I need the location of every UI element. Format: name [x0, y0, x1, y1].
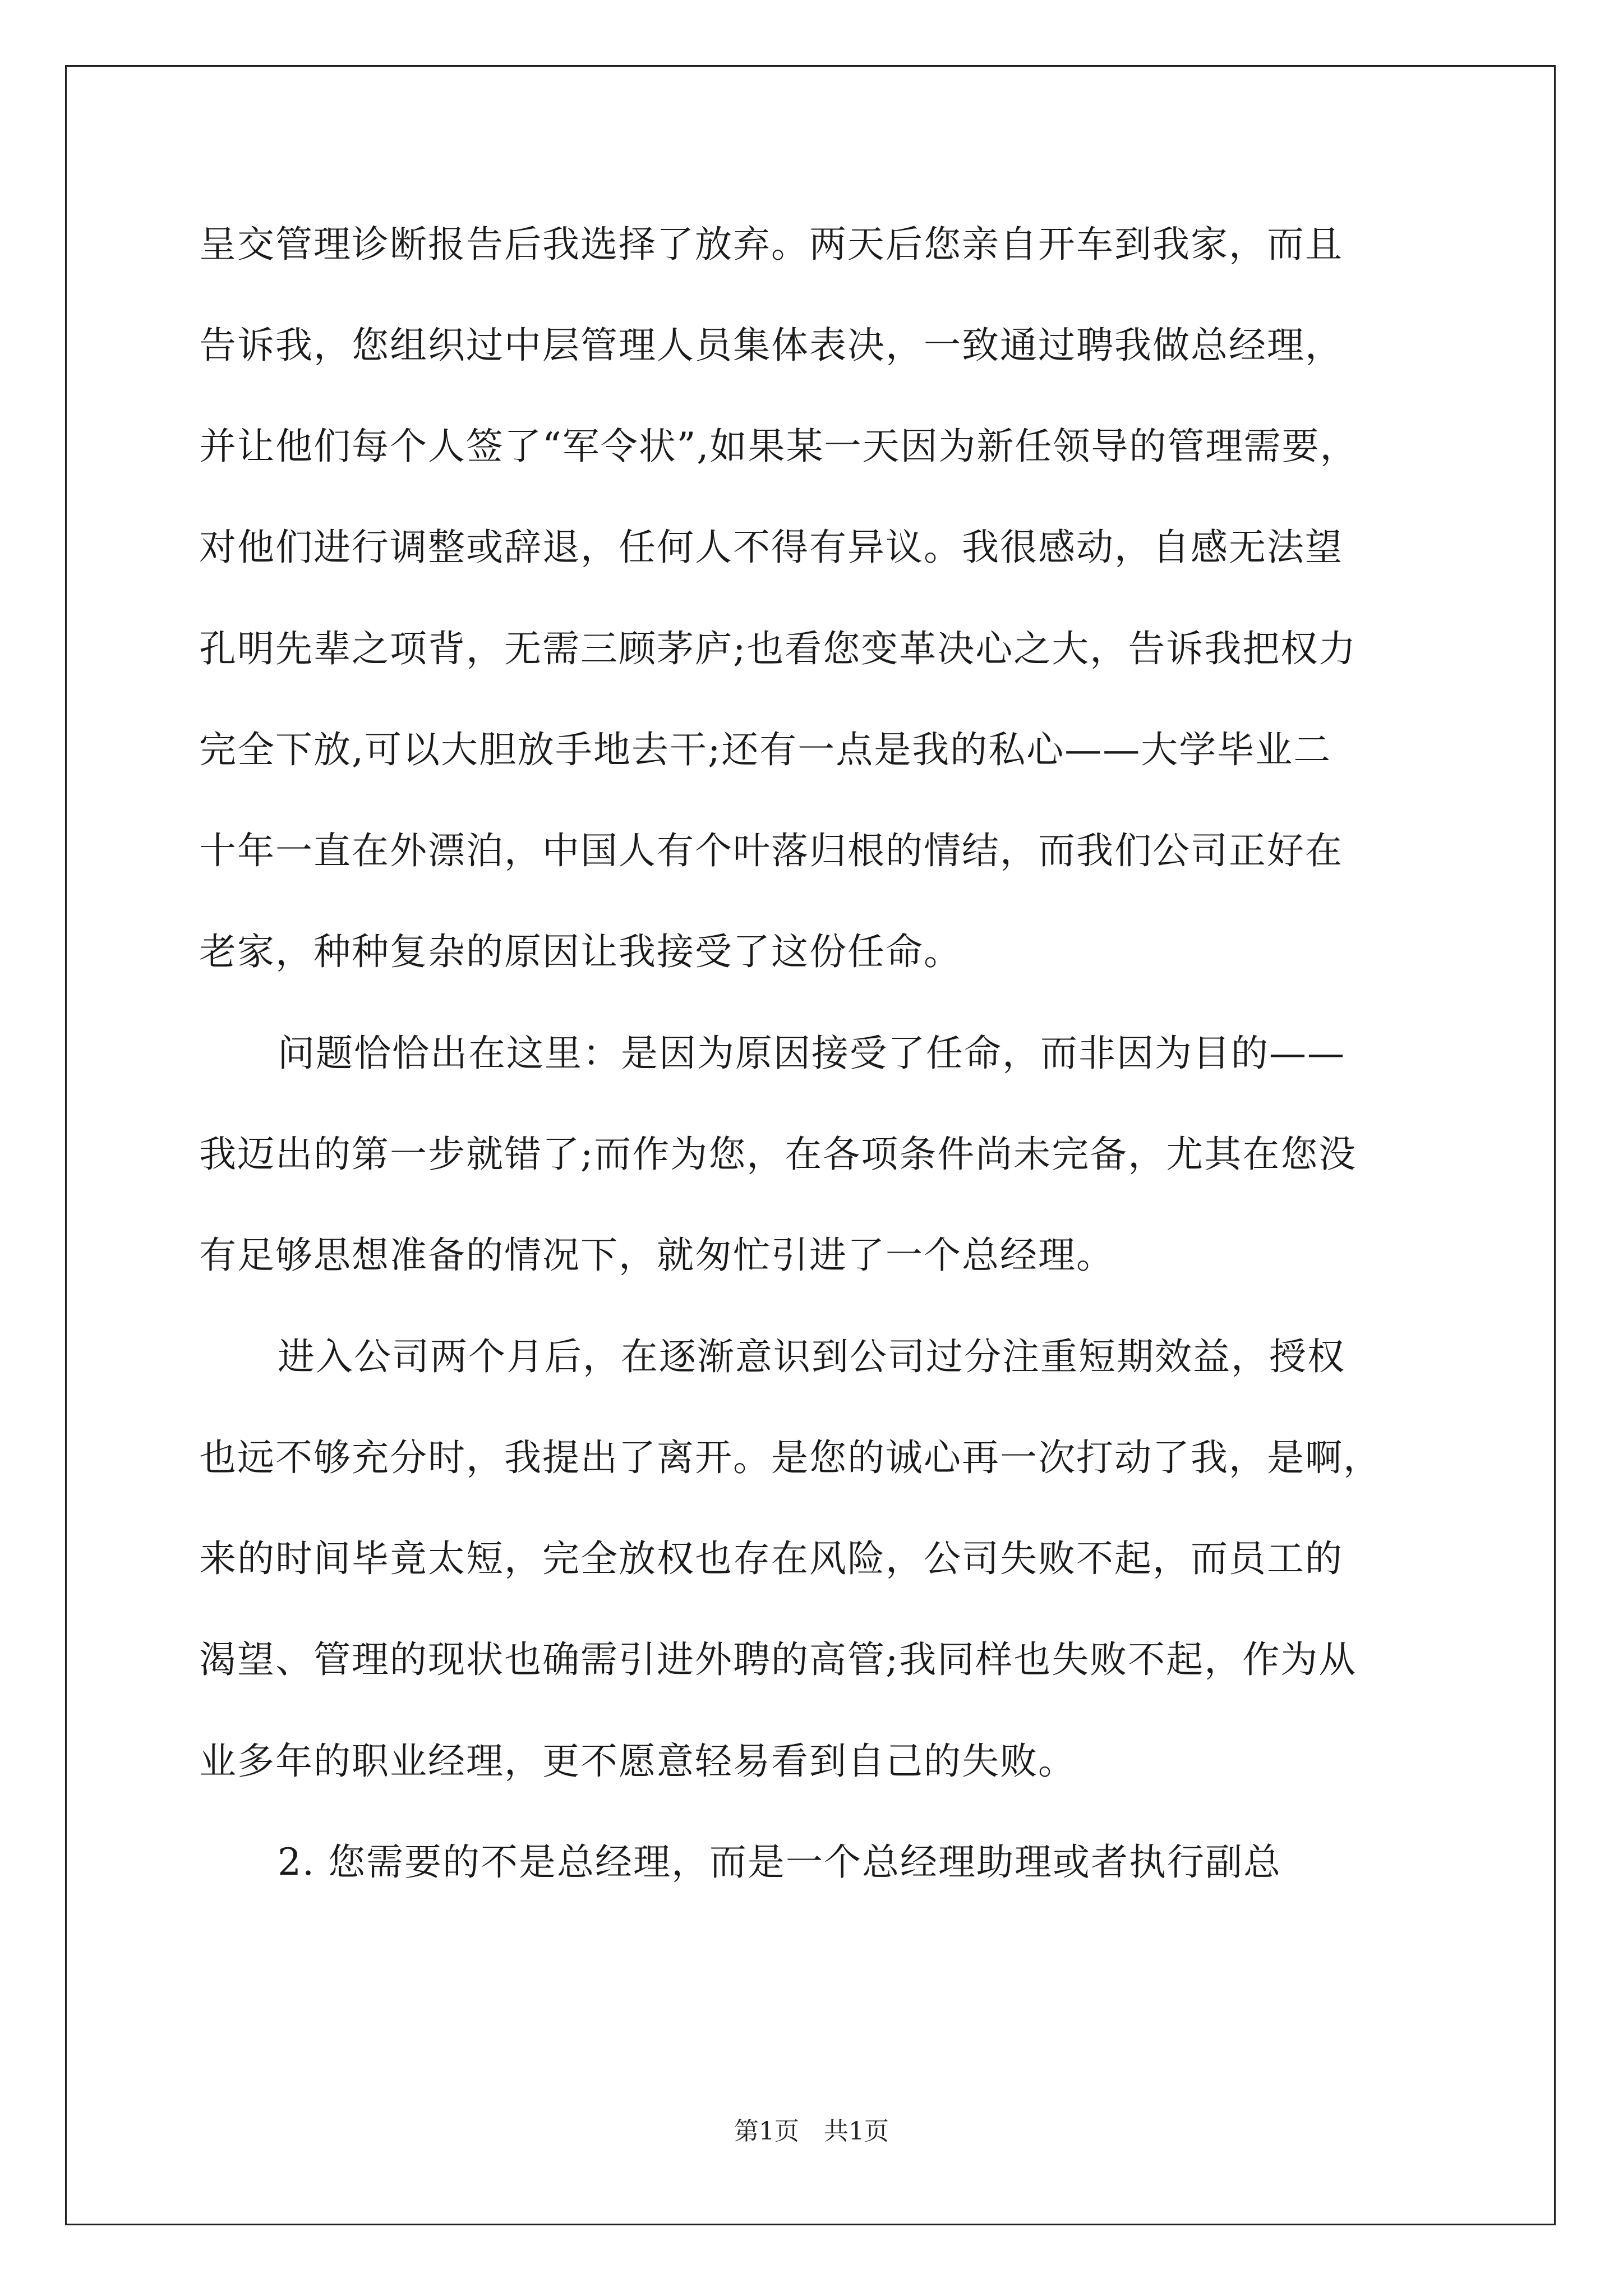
paragraph-line: 进入公司两个月后，在逐渐意识到公司过分注重短期效益，授权	[278, 1335, 1345, 1378]
paragraph-line: 完全下放,可以大胆放手地去干;还有一点是我的私心——大学毕业二	[199, 728, 1332, 771]
paragraph-line: 并让他们每个人签了“军令状”,如果某一天因为新任领导的管理需要，	[199, 425, 1358, 468]
page-total: 共1页	[824, 2117, 889, 2146]
paragraph-line: 有足够思想准备的情况下，就匆忙引进了一个总经理。	[199, 1234, 1114, 1277]
paragraph-line: 老家，种种复杂的原因让我接受了这份任命。	[199, 930, 962, 973]
paragraph-line: 告诉我，您组织过中层管理人员集体表决，一致通过聘我做总经理，	[199, 324, 1343, 367]
paragraph-line: 业多年的职业经理，更不愿意轻易看到自己的失败。	[199, 1740, 1076, 1783]
paragraph-line: 呈交管理诊断报告后我选择了放弃。两天后您亲自开车到我家，而且	[199, 223, 1343, 266]
paragraph-line: 来的时间毕竟太短，完全放权也存在风险，公司失败不起，而员工的	[199, 1537, 1343, 1580]
paragraph-line: 十年一直在外漂泊，中国人有个叶落归根的情结，而我们公司正好在	[199, 829, 1343, 872]
page-number: 第1页	[734, 2117, 799, 2146]
paragraph-line: 孔明先辈之项背，无需三顾茅庐;也看您变革决心之大，告诉我把权力	[199, 627, 1357, 670]
paragraph-line: 也远不够充分时，我提出了离开。是您的诚心再一次打动了我，是啊，	[199, 1436, 1381, 1479]
paragraph-line: 渴望、管理的现状也确需引进外聘的高管;我同样也失败不起，作为从	[199, 1638, 1357, 1681]
paragraph-line: 对他们进行调整或辞退，任何人不得有异议。我很感动，自感无法望	[199, 526, 1343, 569]
paragraph-line: 我迈出的第一步就错了;而作为您，在各项条件尚未完备，尤其在您没	[199, 1133, 1357, 1176]
paragraph-line: 问题恰恰出在这里：是因为原因接受了任命，而非因为目的——	[278, 1032, 1345, 1075]
page-footer	[0, 2115, 1623, 2148]
section-heading: 2. 您需要的不是总经理，而是一个总经理助理或者执行副总	[278, 1841, 1281, 1884]
